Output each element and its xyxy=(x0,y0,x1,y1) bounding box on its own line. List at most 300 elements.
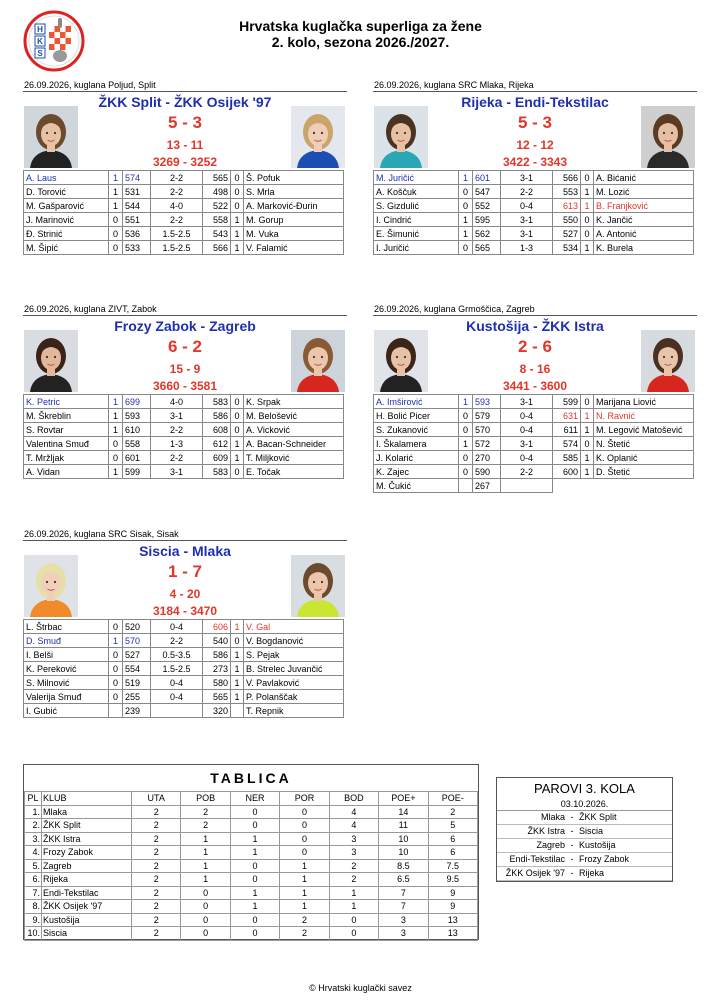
result-cell: M. Vuka xyxy=(244,227,344,241)
result-cell: 0 xyxy=(109,227,123,241)
result-cell: 595 xyxy=(473,213,501,227)
result-cell: 0-4 xyxy=(501,199,553,213)
result-cell: 0 xyxy=(231,423,244,437)
standings-cell: 14 xyxy=(379,805,428,819)
result-cell: S. Rovtar xyxy=(24,423,109,437)
result-cell: 0-4 xyxy=(151,690,203,704)
result-cell: A. Marković-Đurin xyxy=(244,199,344,213)
result-cell: 0 xyxy=(231,465,244,479)
result-row xyxy=(24,171,344,185)
pair-row xyxy=(497,839,672,853)
match-sets: 8 - 16 xyxy=(519,362,551,376)
standings-cell: 1 xyxy=(280,873,329,887)
standings-header-cell: POR xyxy=(280,792,329,806)
result-cell: 580 xyxy=(203,676,231,690)
result-cell: 2-2 xyxy=(151,423,203,437)
standings-cell: ŽKK Istra xyxy=(42,832,132,846)
standings-cell: 9 xyxy=(428,900,477,914)
away-player-photo xyxy=(291,106,345,168)
result-cell: 540 xyxy=(203,634,231,648)
standings-cell: 3 xyxy=(379,913,428,927)
result-row xyxy=(374,479,694,493)
result-cell: Š. Pofuk xyxy=(244,171,344,185)
standings-cell: Zagreb xyxy=(42,859,132,873)
pairs-date: 03.10.2026. xyxy=(497,798,672,811)
result-row xyxy=(374,227,694,241)
standings-cell: 6. xyxy=(25,873,42,887)
pair-dash: - xyxy=(565,825,579,839)
standings-cell: 1 xyxy=(280,859,329,873)
standings-cell: 3 xyxy=(379,927,428,941)
result-cell: D. Štetić xyxy=(594,465,694,479)
match-pins: 3269 - 3252 xyxy=(152,155,218,169)
result-cell: H. Bolić Picer xyxy=(374,409,459,423)
standings-table xyxy=(23,764,479,940)
match-meta: 26.09.2026, kuglana SRC Mlaka, Rijeka xyxy=(373,80,697,92)
standings-cell: 2 xyxy=(132,886,181,900)
match-results-table xyxy=(373,170,694,255)
result-cell: V. Falamić xyxy=(244,241,344,255)
standings-header-cell: NER xyxy=(230,792,279,806)
result-cell: 631 xyxy=(553,409,581,423)
standings-cell: 0 xyxy=(280,819,329,833)
match-score: 5 - 3 xyxy=(517,113,553,132)
result-cell: I. Belši xyxy=(24,648,109,662)
standings-cell: 3 xyxy=(329,846,378,860)
home-player-photo xyxy=(374,330,428,392)
result-cell: 0 xyxy=(231,171,244,185)
result-cell: Valerija Smuđ xyxy=(24,690,109,704)
standings-cell: 2 xyxy=(280,913,329,927)
result-cell: 1.5-2.5 xyxy=(151,227,203,241)
result-row xyxy=(24,690,344,704)
result-cell: 0 xyxy=(459,409,473,423)
standings-cell: 0 xyxy=(181,900,230,914)
result-cell: 608 xyxy=(203,423,231,437)
result-row xyxy=(24,423,344,437)
result-cell: 2-2 xyxy=(151,634,203,648)
result-cell: 1 xyxy=(109,171,123,185)
pair-home: Zagreb xyxy=(497,839,565,853)
standings-cell: 7 xyxy=(379,900,428,914)
standings-cell: 4 xyxy=(329,819,378,833)
match-meta: 26.09.2026, kuglana ZIVT, Zabok xyxy=(23,304,347,316)
pair-dash: - xyxy=(565,867,579,881)
result-cell: 0 xyxy=(459,451,473,465)
standings-header-cell: POB xyxy=(181,792,230,806)
result-cell: 565 xyxy=(473,241,501,255)
result-row xyxy=(374,409,694,423)
result-cell: 3-1 xyxy=(151,409,203,423)
result-cell: 566 xyxy=(203,241,231,255)
result-cell: M. Gašparović xyxy=(24,199,109,213)
pair-home: Mlaka xyxy=(497,811,565,825)
match-meta: 26.09.2026, kuglana SRC Sisak, Sisak xyxy=(23,529,347,541)
result-cell: 533 xyxy=(123,241,151,255)
result-cell: M. Lozić xyxy=(594,185,694,199)
result-row xyxy=(374,451,694,465)
result-cell: Valentina Smuđ xyxy=(24,437,109,451)
result-cell: 585 xyxy=(553,451,581,465)
standings-cell: 9. xyxy=(25,913,42,927)
result-cell: 600 xyxy=(553,465,581,479)
result-cell: 586 xyxy=(203,648,231,662)
match-meta: 26.09.2026, kuglana Poljud, Split xyxy=(23,80,347,92)
standings-cell: 7. xyxy=(25,886,42,900)
match-teams: Rijeka - Endi-Tekstilac xyxy=(461,94,609,110)
result-cell: 0 xyxy=(109,676,123,690)
result-cell: 320 xyxy=(203,704,231,718)
standings-row xyxy=(25,819,478,833)
result-cell: 0 xyxy=(459,241,473,255)
pairs-title: PAROVI 3. KOLA xyxy=(534,781,635,796)
match-score: 1 - 7 xyxy=(167,562,203,581)
result-cell: 565 xyxy=(203,690,231,704)
standings-row xyxy=(25,832,478,846)
standings-cell: ŽKK Osijek '97 xyxy=(42,900,132,914)
standings-cell: 8. xyxy=(25,900,42,914)
result-cell: 534 xyxy=(553,241,581,255)
result-cell: 1 xyxy=(109,199,123,213)
result-cell: A. Bacan-Schneider xyxy=(244,437,344,451)
result-cell: 0 xyxy=(109,620,123,634)
result-cell: 3-1 xyxy=(501,171,553,185)
result-cell: 609 xyxy=(203,451,231,465)
match-pins: 3441 - 3600 xyxy=(502,379,568,393)
standings-cell: 1 xyxy=(181,846,230,860)
result-cell: 3-1 xyxy=(501,227,553,241)
standings-cell: 6 xyxy=(428,846,477,860)
result-cell: M. Gorup xyxy=(244,213,344,227)
standings-row xyxy=(25,927,478,941)
standings-row xyxy=(25,846,478,860)
pair-row xyxy=(497,825,672,839)
result-cell: Đ. Strinić xyxy=(24,227,109,241)
result-cell: 4-0 xyxy=(151,395,203,409)
match-card xyxy=(373,80,697,260)
standings-cell: 0 xyxy=(329,913,378,927)
result-cell: A. Koščuk xyxy=(374,185,459,199)
standings-header-cell: UTA xyxy=(132,792,181,806)
result-cell: 613 xyxy=(553,199,581,213)
pair-row xyxy=(497,853,672,867)
result-cell: 0 xyxy=(581,227,594,241)
result-cell: 1 xyxy=(231,213,244,227)
result-cell: 1 xyxy=(581,199,594,213)
result-cell: 574 xyxy=(123,171,151,185)
result-cell: 0 xyxy=(231,409,244,423)
standings-cell: 1 xyxy=(230,846,279,860)
result-row xyxy=(24,648,344,662)
result-cell: 1 xyxy=(231,648,244,662)
pair-away: Kustošija xyxy=(579,839,672,853)
result-row xyxy=(24,465,344,479)
match-sets: 13 - 11 xyxy=(166,138,204,152)
result-cell: 498 xyxy=(203,185,231,199)
result-cell: 2-2 xyxy=(151,451,203,465)
standings-cell: 10 xyxy=(379,846,428,860)
standings-header-cell: POE- xyxy=(428,792,477,806)
result-cell: V. Bogdanović xyxy=(244,634,344,648)
result-cell: 1 xyxy=(231,437,244,451)
standings-cell: 0 xyxy=(280,832,329,846)
standings-cell: 1 xyxy=(230,832,279,846)
standings-cell: 9 xyxy=(428,886,477,900)
match-meta: 26.09.2026, kuglana Grmoščica, Zagreb xyxy=(373,304,697,316)
result-cell: 520 xyxy=(123,620,151,634)
result-cell: K. Zajec xyxy=(374,465,459,479)
result-cell: 1 xyxy=(459,227,473,241)
result-cell: 0-4 xyxy=(151,620,203,634)
result-cell: 1 xyxy=(231,241,244,255)
result-row xyxy=(24,634,344,648)
standings-row xyxy=(25,859,478,873)
standings-cell: 2 xyxy=(329,859,378,873)
result-row xyxy=(374,395,694,409)
result-cell: 543 xyxy=(203,227,231,241)
result-cell: 552 xyxy=(473,199,501,213)
logo-letter-h: H xyxy=(37,25,43,34)
result-cell: N. Ravnić xyxy=(594,409,694,423)
result-row xyxy=(374,465,694,479)
result-cell: 273 xyxy=(203,662,231,676)
standings-cell: 4. xyxy=(25,846,42,860)
result-cell: I. Juričić xyxy=(374,241,459,255)
away-player-photo xyxy=(291,330,345,392)
result-row xyxy=(24,704,344,718)
match-teams: ŽKK Split - ŽKK Osijek '97 xyxy=(98,94,272,110)
standings-cell: 1 xyxy=(230,900,279,914)
standings-cell: 1. xyxy=(25,805,42,819)
result-cell: 574 xyxy=(553,437,581,451)
match-card xyxy=(373,304,697,491)
result-cell: 0 xyxy=(231,185,244,199)
result-cell: L. Štrbac xyxy=(24,620,109,634)
result-cell: 0 xyxy=(459,423,473,437)
home-player-photo xyxy=(24,330,78,392)
result-cell: D. Smuđ xyxy=(24,634,109,648)
result-cell: 586 xyxy=(203,409,231,423)
result-cell: 0 xyxy=(581,437,594,451)
result-cell: 531 xyxy=(123,185,151,199)
result-cell: 1 xyxy=(459,395,473,409)
result-cell: 1 xyxy=(109,409,123,423)
result-cell: 522 xyxy=(203,199,231,213)
result-cell: 0 xyxy=(581,171,594,185)
standings-cell: 1 xyxy=(329,900,378,914)
standings-cell: 0 xyxy=(230,805,279,819)
standings-cell: 10 xyxy=(379,832,428,846)
result-cell: 611 xyxy=(553,423,581,437)
result-cell: 0 xyxy=(459,185,473,199)
standings-cell: Frozy Zabok xyxy=(42,846,132,860)
result-row xyxy=(374,423,694,437)
result-cell: 570 xyxy=(123,634,151,648)
result-cell: 2-2 xyxy=(151,213,203,227)
standings-cell: 0 xyxy=(230,913,279,927)
result-cell: T. Repnik xyxy=(244,704,344,718)
standings-cell: 2 xyxy=(181,819,230,833)
result-cell: Marijana Liović xyxy=(594,395,694,409)
result-cell: A. Vidan xyxy=(24,465,109,479)
result-cell: 579 xyxy=(473,409,501,423)
result-cell: 550 xyxy=(553,213,581,227)
match-teams: Kustošija - ŽKK Istra xyxy=(466,318,604,334)
result-cell xyxy=(459,479,473,493)
result-cell: A. Imširović xyxy=(374,395,459,409)
result-cell: K. Pereković xyxy=(24,662,109,676)
match-pins: 3660 - 3581 xyxy=(152,379,218,393)
result-cell: 1 xyxy=(581,451,594,465)
result-cell: 1 xyxy=(231,451,244,465)
result-cell: 1 xyxy=(581,423,594,437)
standings-cell: 1 xyxy=(230,886,279,900)
result-cell: S. Pejak xyxy=(244,648,344,662)
result-cell: 590 xyxy=(473,465,501,479)
standings-cell: Mlaka xyxy=(42,805,132,819)
standings-cell: Kustošija xyxy=(42,913,132,927)
result-row xyxy=(24,451,344,465)
result-cell: 0 xyxy=(581,213,594,227)
result-cell: 1 xyxy=(109,185,123,199)
standings-cell: 2 xyxy=(132,900,181,914)
result-cell: 1 xyxy=(109,465,123,479)
standings-cell: 0 xyxy=(280,846,329,860)
result-cell: 0 xyxy=(231,199,244,213)
result-cell: 601 xyxy=(473,171,501,185)
result-row xyxy=(24,395,344,409)
standings-row xyxy=(25,900,478,914)
result-cell: A. Laus xyxy=(24,171,109,185)
match-score: 6 - 2 xyxy=(167,337,203,356)
result-cell: K. Srpak xyxy=(244,395,344,409)
standings-title: TABLICA xyxy=(210,770,292,786)
result-cell: B. Franjković xyxy=(594,199,694,213)
result-cell: 544 xyxy=(123,199,151,213)
result-cell: 606 xyxy=(203,620,231,634)
standings-row xyxy=(25,873,478,887)
result-row xyxy=(374,437,694,451)
result-cell: 583 xyxy=(203,395,231,409)
match-sets: 4 - 20 xyxy=(169,587,201,601)
result-cell: S. Milnović xyxy=(24,676,109,690)
standings-cell: 3. xyxy=(25,832,42,846)
standings-cell: 0 xyxy=(230,819,279,833)
match-results-table xyxy=(23,619,344,718)
result-cell: A. Bićanić xyxy=(594,171,694,185)
standings-cell: 13 xyxy=(428,913,477,927)
result-cell: T. Mržljak xyxy=(24,451,109,465)
result-cell: E. Šimunić xyxy=(374,227,459,241)
result-cell: I. Cindrić xyxy=(374,213,459,227)
standings-cell: 9.5 xyxy=(428,873,477,887)
match-pins: 3184 - 3470 xyxy=(152,604,218,618)
result-row xyxy=(24,227,344,241)
logo-letter-k: K xyxy=(37,37,43,46)
copyright-footer: © Hrvatski kuglački savez xyxy=(309,983,412,993)
standings-cell: 7 xyxy=(379,886,428,900)
standings-cell: 0 xyxy=(280,805,329,819)
result-cell: 554 xyxy=(123,662,151,676)
result-cell: 601 xyxy=(123,451,151,465)
standings-cell: 0 xyxy=(230,873,279,887)
result-cell: 551 xyxy=(123,213,151,227)
result-cell: 2-2 xyxy=(151,171,203,185)
pair-row xyxy=(497,867,672,881)
result-cell: 0 xyxy=(231,634,244,648)
standings-cell: 6 xyxy=(428,832,477,846)
standings-cell: 2 xyxy=(132,846,181,860)
standings-row xyxy=(25,886,478,900)
standings-cell: 2 xyxy=(280,927,329,941)
result-cell: 519 xyxy=(123,676,151,690)
result-cell: V. Pavlaković xyxy=(244,676,344,690)
result-cell: 3-1 xyxy=(151,465,203,479)
result-cell xyxy=(553,479,581,493)
result-cell: 565 xyxy=(203,171,231,185)
standings-cell: Endi-Tekstilac xyxy=(42,886,132,900)
result-cell: 0 xyxy=(109,241,123,255)
result-cell: 553 xyxy=(553,185,581,199)
result-cell: 558 xyxy=(203,213,231,227)
away-player-photo xyxy=(291,555,345,617)
result-cell: 1 xyxy=(231,620,244,634)
result-cell: M. Čukić xyxy=(374,479,459,493)
result-cell: 1 xyxy=(581,241,594,255)
result-cell: 699 xyxy=(123,395,151,409)
standings-cell: 0 xyxy=(181,927,230,941)
standings-cell: 3 xyxy=(329,832,378,846)
result-cell: 610 xyxy=(123,423,151,437)
standings-cell: 5. xyxy=(25,859,42,873)
standings-cell: 8.5 xyxy=(379,859,428,873)
standings-row xyxy=(25,805,478,819)
result-cell: 583 xyxy=(203,465,231,479)
result-cell: 267 xyxy=(473,479,501,493)
standings-cell: 2 xyxy=(132,819,181,833)
pair-dash: - xyxy=(565,839,579,853)
standings-cell: 1 xyxy=(181,859,230,873)
result-cell: J. Kolarić xyxy=(374,451,459,465)
standings-cell: 0 xyxy=(230,927,279,941)
result-cell: 2-2 xyxy=(151,185,203,199)
result-cell: 1 xyxy=(581,185,594,199)
result-cell: 2-2 xyxy=(501,185,553,199)
result-cell: 0.5-3.5 xyxy=(151,648,203,662)
standings-header-cell: POE+ xyxy=(379,792,428,806)
result-cell: 0 xyxy=(581,395,594,409)
result-row xyxy=(24,662,344,676)
standings-cell: ŽKK Split xyxy=(42,819,132,833)
standings-cell: 2 xyxy=(132,805,181,819)
result-cell: 593 xyxy=(123,409,151,423)
result-cell: K. Burela xyxy=(594,241,694,255)
away-player-photo xyxy=(641,106,695,168)
match-teams: Siscia - Mlaka xyxy=(139,543,231,559)
result-cell: M. Belošević xyxy=(244,409,344,423)
result-cell: I. Škalamera xyxy=(374,437,459,451)
result-cell: 1 xyxy=(109,395,123,409)
result-cell: 0-4 xyxy=(501,423,553,437)
result-cell: K. Oplanić xyxy=(594,451,694,465)
result-row xyxy=(374,241,694,255)
standings-header-cell: PL xyxy=(25,792,42,806)
result-cell: I. Gubić xyxy=(24,704,109,718)
result-cell: 1 xyxy=(109,423,123,437)
result-cell: 1 xyxy=(581,409,594,423)
result-cell: 1 xyxy=(459,213,473,227)
standings-header-row xyxy=(25,792,478,806)
